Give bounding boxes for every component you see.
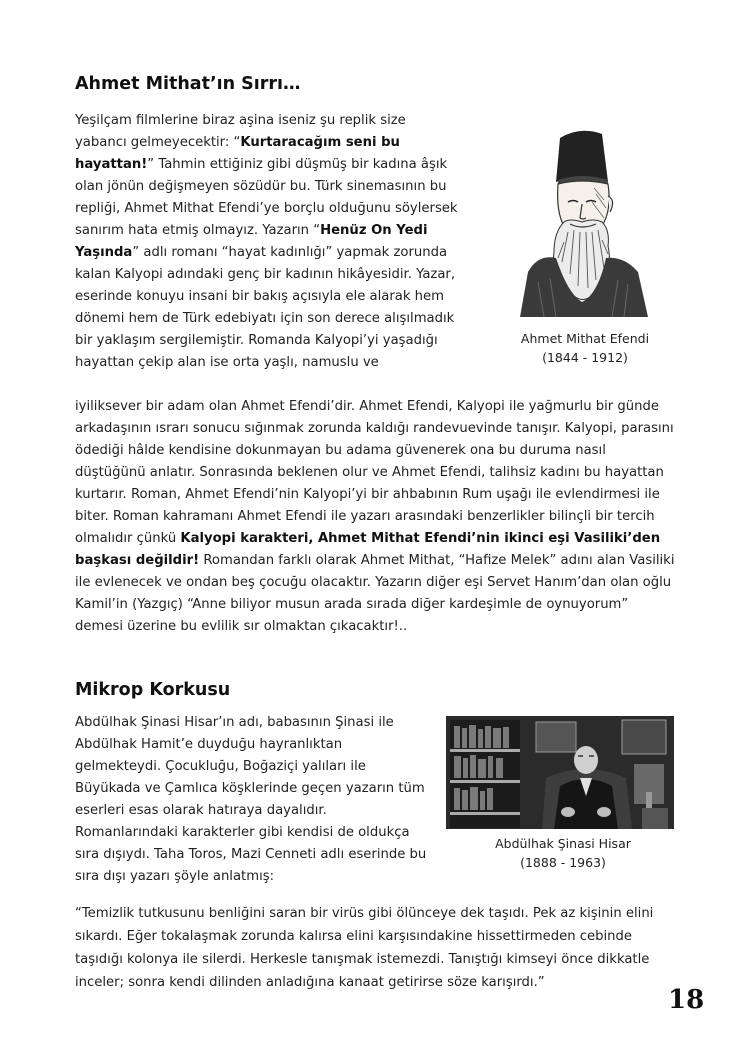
caption-years: (1888 - 1963) — [520, 855, 606, 870]
quotation-taha-toros: “Temizlik tutkusunu benliğini saran bir virüs gibi ölünceye dek taşıdı. Pek az kişinin elini sıkardı. Eğer tokalaşmak zorunda kalırsa elini karşısındakine hissettirmeden cebinde taşıdığı kolonya ile silerdi. Herkesle tanışmak istemezdi. Tanıştığı kimseyi önce dikkatle inceler; sonra kendi dilinden anladığına kanaat getirirse söze karışırdı.” — [75, 906, 654, 990]
photo-abdulhak-sinasi-hisar — [446, 716, 674, 829]
caption-abdulhak-sinasi-hisar — [463, 834, 663, 872]
page-number: 18 — [668, 985, 705, 1015]
section2-paragraph-1: Abdülhak Şinasi Hisar’ın adı, babasının Şinasi ile Abdülhak Hamit’e duyduğu hayranlıktan gelmekteydi. Çocukluğu, Boğaziçi yalıları ile Büyükada ve Çamlıca köşklerinde geçen yazarın tüm eserleri esas olarak hatıraya dayalıdır. Romanlarındaki karakterler gibi kendisi de oldukça sıra dışıydı. Taha Toros, Mazi Cenneti adlı eserinde bu sıra dışı yazarı şöyle anlatmış: — [75, 715, 427, 884]
emphasis-quote: Kurtaracağım seni bu hayattan! — [75, 135, 400, 172]
emphasis-kalyopi: Kalyopi karakteri, Ahmet Mithat Efendi’nin ikinci eşi Vasiliki’den başkası değildir! — [75, 531, 661, 568]
portrait-ahmet-mithat — [498, 122, 663, 317]
caption-name: Ahmet Mithat Efendi — [520, 331, 650, 346]
caption-years: (1844 - 1912) — [542, 350, 628, 365]
section1-paragraph-1: Yeşilçam filmlerine biraz aşina iseniz şu replik size yabancı gelmeyecektir: “Kurtaracağım seni bu hayattan!” Tahmin ettiğiniz gibi düşmüş bir kadına âşık olan jönün değişmeyen sözüdür bu. Türk sinemasının bu repliği, Ahmet Mithat Efendi’ye borçlu olduğunu söylersek sanırım hata etmiş olmayız. Yazarın “Henüz On Yedi Yaşında” adlı romanı “hayat kadınlığı” yapmak zorunda kalan Kalyopi adındaki genç bir kadının hikâyesidir. Yazar, eserinde konuyu insani bir bakış açısıyla ele alarak hem dönemi hem de Türk edebiyatı için son derece alışılmadık bir yaklaşım sergilemiştir. Romanda Kalyopi’yi yaşadığı hayattan çekip alan ise orta yaşlı, namuslu ve — [75, 113, 458, 370]
caption-name: Abdülhak Şinasi Hisar — [495, 836, 631, 851]
section-heading-mikrop-korkusu: Mikrop Korkusu — [75, 680, 231, 700]
caption-ahmet-mithat — [500, 329, 670, 367]
section1-paragraph-2: iyiliksever bir adam olan Ahmet Efendi’dir. Ahmet Efendi, Kalyopi ile yağmurlu bir günde arkadaşının ısrarı sonucu sığınmak zorunda kaldığı randevuevinde tanışır. Kalyopi, parasını ödediği hâlde kendisine dokunmayan bu adama güvenerek ona bu duruma nasıl düştüğünü anlatır. Sonrasında beklenen olur ve Ahmet Efendi, talihsiz kadını bu hayattan kurtarır. Roman, Ahmet Efendi’nin Kalyopi’yi bir ahbabının Rum uşağı ile evlendirmesi ile biter. Roman kahramanı Ahmet Efendi ile yazarı arasındaki benzerlikler bilinçli bir tercih olmalıdır çünkü Kalyopi karakteri, Ahmet Mithat Efendi’nin ikinci eşi Vasiliki’den başkası değildir! Romandan farklı olarak Ahmet Mithat, “Hafize Melek” adını alan Vasiliki ile evlenecek ve ondan beş çocuğu olacaktır. Yazarın diğer eşi Servet Hanım’dan olan oğlu Kamil’in (Yazgıç) “Anne biliyor musun arada sırada diğer kardeşimle de oynuyorum” demesi üzerine bu evlilik sır olmaktan çıkacaktır!.. — [75, 399, 675, 634]
emphasis-novel-title: Henüz On Yedi Yaşında — [75, 223, 428, 260]
section-heading-ahmet-mithat: Ahmet Mithat’ın Sırrı… — [75, 74, 301, 94]
